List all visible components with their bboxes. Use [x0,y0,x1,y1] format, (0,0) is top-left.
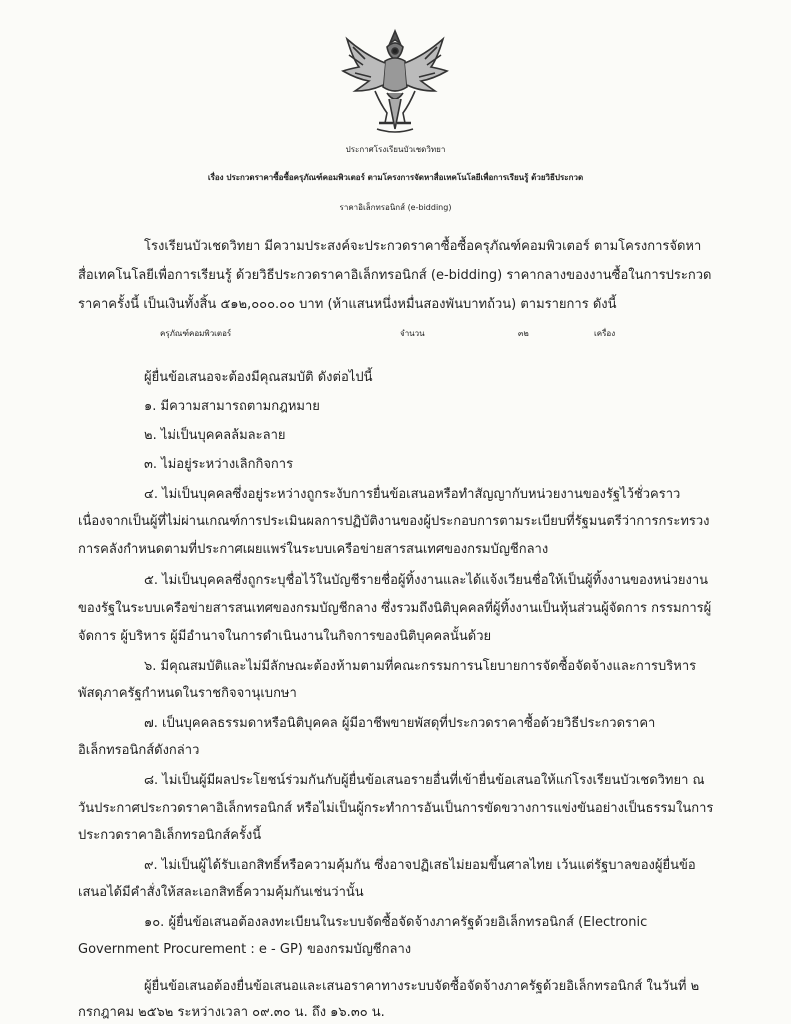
closing-line-2: กรกฎาคม ๒๕๖๒ ระหว่างเวลา ๐๙.๓๐ น. ถึง ๑๖.๓๐ น. [78,1005,385,1020]
qualification-5-line-3: จัดการ ผู้บริหาร ผู้มีอำนาจในการดำเนินงานในกิจการของนิติบุคคลนั้นด้วย [78,629,492,644]
qualification-8-line-3: ประกวดราคาอิเล็กทรอนิกส์ครั้งนี้ [78,828,262,843]
qualification-8-line-2: วันประกาศประกวดราคาอิเล็กทรอนิกส์ หรือไม่เป็นผู้กระทำการอันเป็นการขัดขวางการแข่งขันอย่างเป็นธรรมในการ [78,801,714,816]
intro-line-3: ราคาครั้งนี้ เป็นเงินทั้งสิ้น ๕๑๒,๐๐๐.๐๐ บาท (ห้าแสนหนึ่งหมื่นสองพันบาทถ้วน) ตามรายการ ดังนี้ [78,297,617,312]
qualification-4-line-3: การคลังกำหนดตามที่ประกาศเผยแพร่ในระบบเครือข่ายสารสนเทศของกรมบัญชีกลาง [78,542,549,557]
closing-line-1: ผู้ยื่นข้อเสนอต้องยื่นข้อเสนอและเสนอราคาทางระบบจัดซื้อจัดจ้างภาครัฐด้วยอิเล็กทรอนิกส์ ในวันที่ ๒ [144,979,700,994]
qualification-7-line-2: อิเล็กทรอนิกส์ดังกล่าว [78,743,200,758]
qualification-8-line-1: ๘. ไม่เป็นผู้มีผลประโยชน์ร่วมกันกับผู้ยื่นข้อเสนอรายอื่นที่เข้ายื่นข้อเสนอให้แก่โรงเรียนบัวเชดวิทยา ณ [144,773,705,788]
qualification-5-line-1: ๕. ไม่เป็นบุคคลซึ่งถูกระบุชื่อไว้ในบัญชีรายชื่อผู้ทิ้งงานและได้แจ้งเวียนชื่อให้เป็นผู้ทิ้งงานของหน่วยงาน [144,573,709,588]
qualification-1: ๑. มีความสามารถตามกฎหมาย [144,399,320,414]
qualification-6-line-1: ๖. มีคุณสมบัติและไม่มีลักษณะต้องห้ามตามที่คณะกรรมการนโยบายการจัดซื้อจัดจ้างและการบริหาร [144,659,697,674]
item-name: ครุภัณฑ์คอมพิวเตอร์ [160,329,232,338]
intro-line-1: โรงเรียนบัวเชดวิทยา มีความประสงค์จะประกวดราคาซื้อซื้อครุภัณฑ์คอมพิวเตอร์ ตามโครงการจัดหา [144,239,702,254]
garuda-emblem-icon [335,25,455,137]
quantity-label: จำนวน [400,329,425,338]
qualifications-heading: ผู้ยื่นข้อเสนอจะต้องมีคุณสมบัติ ดังต่อไปนี้ [144,370,373,385]
qualification-4-line-1: ๔. ไม่เป็นบุคคลซึ่งอยู่ระหว่างถูกระงับการยื่นข้อเสนอหรือทำสัญญากับหน่วยงานของรัฐไว้ชั่วคราว [144,487,681,502]
quantity-value: ๓๒ [518,329,529,338]
qualification-5-line-2: ของรัฐในระบบเครือข่ายสารสนเทศของกรมบัญชีกลาง ซึ่งรวมถึงนิติบุคคลที่ผู้ทิ้งงานเป็นหุ้นส่วนผู้จัดการ กรรมการผู้ [78,601,712,616]
qualification-10-line-2: Government Procurement : e - GP) ของกรมบัญชีกลาง [78,942,412,957]
qualification-7-line-1: ๗. เป็นบุคคลธรรมดาหรือนิติบุคคล ผู้มีอาชีพขายพัสดุที่ประกวดราคาซื้อด้วยวิธีประกวดราคา [144,716,656,731]
quantity-unit: เครื่อง [594,329,616,338]
qualification-6-line-2: พัสดุภาครัฐกำหนดในราชกิจจานุเบกษา [78,686,297,701]
subject-line-1: เรื่อง ประกวดราคาซื้อซื้อครุภัณฑ์คอมพิวเตอร์ ตามโครงการจัดหาสื่อเทคโนโลยีเพื่อการเรียนรู้ ด้วยวิธีประกวด [207,173,584,182]
subject-line-2: ราคาอิเล็กทรอนิกส์ (e-bidding) [339,203,452,212]
qualification-2: ๒. ไม่เป็นบุคคลล้มละลาย [144,428,286,443]
qualification-3: ๓. ไม่อยู่ระหว่างเลิกกิจการ [144,457,294,472]
intro-line-2: สื่อเทคโนโลยีเพื่อการเรียนรู้ ด้วยวิธีประกวดราคาอิเล็กทรอนิกส์ (e-bidding) ราคากลางของงานซื้อในการประกวด [78,268,712,283]
qualification-9-line-1: ๙. ไม่เป็นผู้ได้รับเอกสิทธิ์หรือความคุ้มกัน ซึ่งอาจปฏิเสธไม่ยอมขึ้นศาลไทย เว้นแต่รัฐบาลของผู้ยื่นข้อ [144,858,696,873]
document-title: ประกาศโรงเรียนบัวเชดวิทยา [345,145,446,154]
qualification-9-line-2: เสนอได้มีคำสั่งให้สละเอกสิทธิ์ความคุ้มกันเช่นว่านั้น [78,885,364,900]
qualification-10-line-1: ๑๐. ผู้ยื่นข้อเสนอต้องลงทะเบียนในระบบจัดซื้อจัดจ้างภาครัฐด้วยอิเล็กทรอนิกส์ (Electronic [144,915,648,930]
qualification-4-line-2: เนื่องจากเป็นผู้ที่ไม่ผ่านเกณฑ์การประเมินผลการปฏิบัติงานของผู้ประกอบการตามระเบียบที่รัฐมนตรีว่าการกระทรวง [78,514,710,529]
